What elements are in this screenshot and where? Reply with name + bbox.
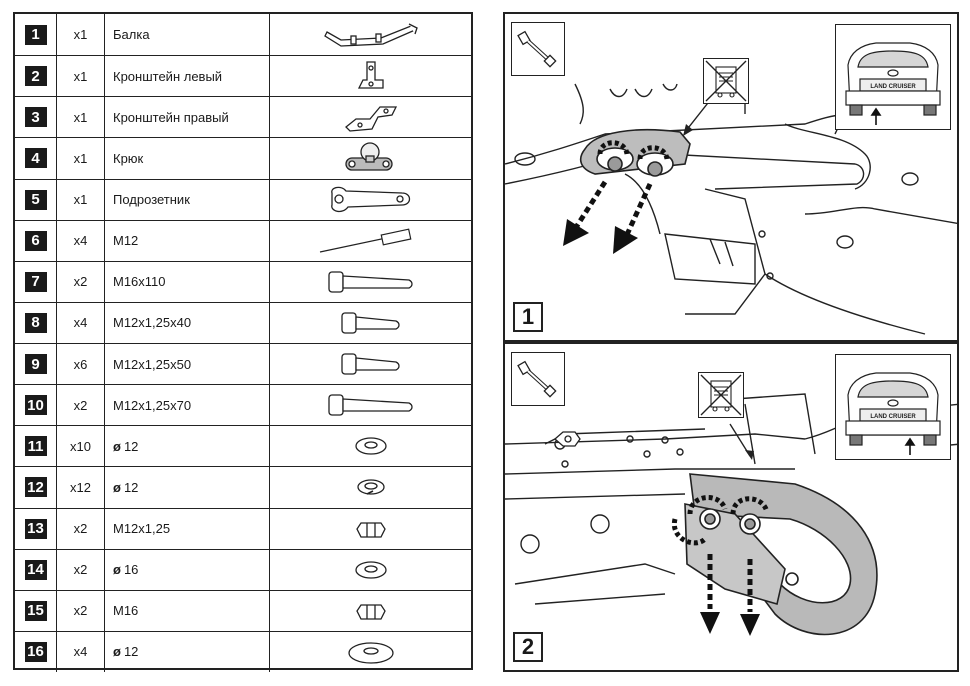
part-number-cell [15,550,57,590]
part-quantity: x2 [57,550,105,590]
car-rear-icon [836,355,950,459]
parts-row [15,261,471,302]
bolt-short-icon [270,344,471,384]
part-name: 16 [123,562,139,578]
part-number-cell [15,97,57,137]
prohibited-tool-icon [699,373,743,417]
parts-row [15,590,471,631]
parts-row [15,220,471,261]
part-number: 1 [25,25,47,45]
parts-row [15,14,471,55]
part-quantity: x2 [57,591,105,631]
parts-row [15,466,471,507]
part-name-cell [105,550,270,590]
part-number-cell [15,14,57,55]
beam-icon [270,14,471,55]
tool-inset [511,22,565,76]
washer-icon [270,426,471,466]
part-number: 13 [25,519,47,539]
part-name: 12 [123,644,139,660]
part-number-cell [15,632,57,672]
bracket-right-icon [270,97,471,137]
part-number-cell [15,385,57,425]
part-number: 7 [25,272,47,292]
parts-row [15,631,471,672]
part-number: 10 [25,395,47,415]
part-quantity: x1 [57,56,105,96]
part-name: Крюк [113,150,144,166]
spring-washer-icon [270,467,471,507]
part-name-cell [105,14,270,55]
part-name-cell [105,344,270,384]
part-name-cell [105,509,270,549]
washer-icon [270,550,471,590]
socket-wrench-icon [512,353,564,405]
part-number: 14 [25,560,47,580]
part-name-cell [105,591,270,631]
step-2-panel [503,342,959,672]
bolt-long-icon [270,385,471,425]
bracket-left-icon [270,56,471,96]
part-name-cell [105,97,270,137]
parts-row [15,179,471,220]
part-quantity: x2 [57,385,105,425]
part-name-cell [105,467,270,507]
part-number-cell [15,221,57,261]
part-quantity: x12 [57,467,105,507]
car-badge: LAND CRUISER [870,414,916,420]
part-number: 4 [25,148,47,168]
part-name: M16x110 [113,274,166,290]
part-quantity: x1 [57,97,105,137]
parts-row [15,96,471,137]
parts-row [15,425,471,466]
part-number: 8 [25,313,47,333]
part-name-cell [105,221,270,261]
part-quantity: x10 [57,426,105,466]
part-quantity: x4 [57,632,105,672]
part-name: M12x1,25x40 [113,315,192,331]
part-name: Балка [113,27,150,43]
no-tool-box [698,372,744,418]
part-name-cell [105,632,270,672]
diameter-symbol: ø [113,644,121,660]
step-number-1: 1 [513,302,543,332]
parts-row [15,508,471,549]
parts-row [15,549,471,590]
car-rear-icon [836,25,950,129]
parts-row [15,302,471,343]
part-name: M16 [113,603,139,619]
part-quantity: x2 [57,509,105,549]
tool-inset [511,352,565,406]
tow-ball-icon [270,138,471,178]
part-name: M12x1,25 [113,521,171,537]
part-quantity: x6 [57,344,105,384]
part-number-cell [15,509,57,549]
part-number-cell [15,344,57,384]
part-number: 15 [25,601,47,621]
part-number: 2 [25,66,47,86]
part-name-cell [105,180,270,220]
vehicle-rear-inset [835,24,951,130]
parts-row [15,384,471,425]
part-name: Кронштейн правый [113,109,229,125]
wire-bolt-icon [270,221,471,261]
part-number-cell [15,303,57,343]
part-number: 5 [25,190,47,210]
part-name: M12 [113,233,139,249]
part-quantity: x2 [57,262,105,302]
part-number-cell [15,56,57,96]
socket-plate-icon [270,180,471,220]
bolt-long-icon [270,262,471,302]
part-name-cell [105,426,270,466]
step-1-panel [503,12,959,342]
parts-row [15,137,471,178]
socket-wrench-icon [512,23,564,75]
part-number-cell [15,262,57,302]
part-name: Подрозетник [113,192,190,208]
part-number: 9 [25,354,47,374]
nut-icon [270,591,471,631]
parts-row [15,343,471,384]
part-name: Кронштейн левый [113,68,223,84]
part-number: 11 [25,436,47,456]
part-number-cell [15,591,57,631]
part-name-cell [105,138,270,178]
part-name: M12x1,25x70 [113,397,192,413]
part-name: 12 [123,479,139,495]
part-number: 3 [25,107,47,127]
prohibited-tool-icon [704,59,748,103]
part-name-cell [105,56,270,96]
diameter-symbol: ø [113,562,121,578]
part-quantity: x4 [57,303,105,343]
part-number-cell [15,138,57,178]
vehicle-rear-inset [835,354,951,460]
diameter-symbol: ø [113,438,121,454]
part-quantity: x1 [57,138,105,178]
part-quantity: x4 [57,221,105,261]
part-number: 16 [25,642,47,662]
part-name-cell [105,262,270,302]
part-name: M12x1,25x50 [113,356,192,372]
part-number: 12 [25,477,47,497]
part-number-cell [15,426,57,466]
car-badge: LAND CRUISER [870,84,916,90]
nut-icon [270,509,471,549]
bolt-short-icon [270,303,471,343]
step-number-2: 2 [513,632,543,662]
parts-row [15,55,471,96]
parts-table [13,12,473,670]
part-number: 6 [25,231,47,251]
part-number-cell [15,467,57,507]
part-name: 12 [123,438,139,454]
no-tool-box [703,58,749,104]
part-name-cell [105,385,270,425]
large-washer-icon [270,632,471,672]
part-quantity: x1 [57,180,105,220]
part-name-cell [105,303,270,343]
part-quantity: x1 [57,14,105,55]
part-number-cell [15,180,57,220]
diameter-symbol: ø [113,479,121,495]
